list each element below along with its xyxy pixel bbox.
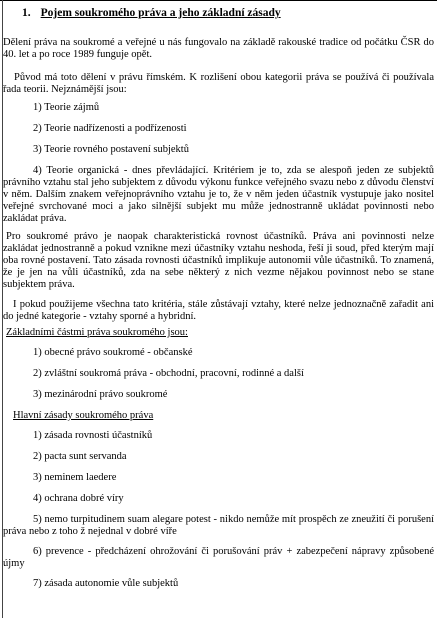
top-border [0,0,437,1]
paragraph: 6) prevence - předcházení ohrožování či porušování práv + zabezpečení nápravy způsobené újmy [3,546,434,569]
list-item: 3) neminem laedere [33,472,117,483]
paragraph: Pro soukromé právo je naopak charakteristická rovnost účastníků. Práva ani povinnosti nelze zakládat jednostranně a pokud vznikne mezi účastníky vztahu neshoda, řeší ji soud, před kterým mají oba rovné postavení. Tato zásada rovnosti účastníků implikuje autonomii vůle účastníků. To znamená, že je jen na vůli účastníků, zda na sebe některý z nich vezme nějakou povinnost nebo se stane subjektem práva. [3,231,434,290]
list-item: 2) zvláštní soukromá práva - obchodní, pracovní, rodinné a další [33,368,304,379]
paragraph: I pokud použijeme všechna tato kritéria, stále zůstávají vztahy, které nelze jednoznačně zařadit ani do jedné kategorie - vztahy sporné a hybridní. [3,299,434,322]
paragraph: 5) nemo turpitudinem suam alegare potest - nikdo nemůže mít prospěch ze zneužití či porušení práva nebo z toho ž nejednal v dobré víře [3,514,434,537]
paragraph: 4) Teorie organická - dnes převládající. Kritériem je to, zda se alespoň jeden ze subjektů právního vztahu stal jeho subjektem z důvodu výkonu funkce veřejného svazu nebo z důvodu členství v něm. Dalším znakem veřejnoprávního vztahu je to, že v něm jeden účastník vystupuje jako nositel veřejné svrchované moci a jako silnější subjekt mu může jednostranně ukládat povinnosti nebo zakládat práva. [3,165,434,224]
page-title-text: Pojem soukromého práva a jeho základní zásady [40,7,281,19]
list-item: 1) zásada rovnosti účastníků [33,430,153,441]
paragraph: Dělení práva na soukromé a veřejné u nás fungovalo na základě rakouské tradice od počátku ČSR do 40. let a po roce 1989 funguje opět. [3,37,434,60]
list-item: 7) zásada autonomie vůle subjektů [33,578,179,589]
list-item: 2) pacta sunt servanda [33,451,127,462]
paragraph: Původ má toto dělení v právu římském. K rozlišení obou kategorii práva se používá či používala řada teorii. Nejznámější jsou: [3,72,434,95]
section-heading: Hlavní zásady soukromého práva [13,410,154,421]
list-item: 1) Teorie zájmů [33,102,100,113]
list-item: 1) obecné právo soukromé - občanské [33,347,193,358]
page-title: 1. Pojem soukromého práva a jeho základní zásady [22,7,281,19]
document-body [3,2,434,599]
list-item: 4) ochrana dobré víry [33,493,124,504]
list-item: 3) Teorie rovného postavení subjektů [33,144,189,155]
list-item: 3) mezinárodní právo soukromé [33,389,168,400]
list-item: 2) Teorie nadřízenosti a podřízenosti [33,123,187,134]
section-heading: Základními částmi práva soukromého jsou: [6,327,188,338]
